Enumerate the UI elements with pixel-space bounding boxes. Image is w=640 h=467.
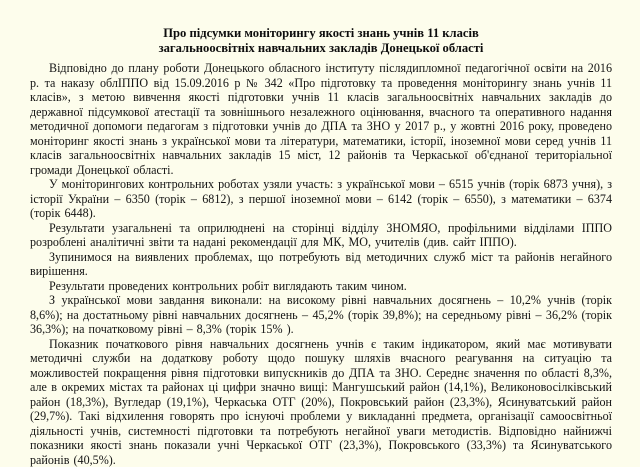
paragraph-participation-counts: У моніторингових контрольних роботах узяли участь: з української мови – 6515 учнів (торік 6873 учня), з історії України – 6350 (торік – 6812), з першої іноземної мови – 6142 (торік – 6550), з математики – 6374 (торік 6448).	[30, 177, 612, 221]
paragraph-intro-order: Відповідно до плану роботи Донецького обласного інституту післядипломної педагогічної освіти на 2016 р. та наказу облІППО від 15.09.2016 р № 342 «Про підготовку та проведення моніторингу знань учнів 11 класів», з метою вивчення якості підготовки учнів 11 класів загальноосвітніх навчальних закладів до державної підсумкової атестації та зовнішнього незалежного оцінювання, вчасного та оперативного надання методичної допомоги педагогам з підготовки учнів до ДПА та ЗНО у 2017 р., у жовтні 2016 року, проведено моніторинг якості знань з української мови та літератури, математики, історії, іноземної мови серед учнів 11 класів загальноосвітніх навчальних закладів 15 міст, 12 районів та Черкаської об'єднаної територіальної громади Донецької області.	[30, 61, 612, 177]
paragraph-problems-note: Зупинимося на виявлених проблемах, що потребують від методичних служб міст та районів негайного вирішення.	[30, 250, 612, 279]
title-line-1: Про підсумки моніторингу якості знань учнів 11 класів	[30, 26, 612, 41]
paragraph-results-lead: Результати проведених контрольних робіт виглядають таким чином.	[30, 279, 612, 294]
title-line-2: загальноосвітніх навчальних закладів Донецької області	[30, 41, 612, 56]
document-title	[30, 26, 612, 55]
paragraph-ukrainian-language-results: З української мови завдання виконали: на високому рівні навчальних досягнень – 10,2% учнів (торік 8,6%); на достатньому рівні навчальних досягнень – 45,2% (торік 39,8%); на середньому рівні – 36,2% (торік 36,3%); на початковому рівні – 8,3% (торік 15% ).	[30, 293, 612, 337]
paragraph-regional-indicators: Показник початкового рівня навчальних досягнень учнів є таким індикатором, який має мотивувати методичні служби на додаткову роботу щодо пошуку шляхів вчасного реагування на ситуацію та можливостей покращення рівня підготовки випускників до ДПА та ЗНО. Середнє значення по області 8,3%, але в окремих містах та районах ці цифри значно вищі: Мангушський район (14,1%), Великоновосілківський район (18,3%), Вугледар (19,1%), Черкаська ОТГ (20%), Покровський район (23,3%), Ясинуватський район (29,7%). Такі відхилення говорять про існуючі проблеми у викладанні предмета, організації самоосвітньої діяльності учнів, системності підготовки та потребують негайної уваги методистів. Відповідно найнижчі показники якості знань показали учні Черкаської ОТГ (23,3%), Покровського (33,3%) та Ясинуватського районів (40,5%).	[30, 337, 612, 467]
paragraph-results-published: Результати узагальнені та оприлюднені на сторінці відділу ЗНОМЯО, профільними відділами ІППО розроблені аналітичні звіти та надані рекомендації для МК, МО, учителів (див. сайт ІППО).	[30, 221, 612, 250]
